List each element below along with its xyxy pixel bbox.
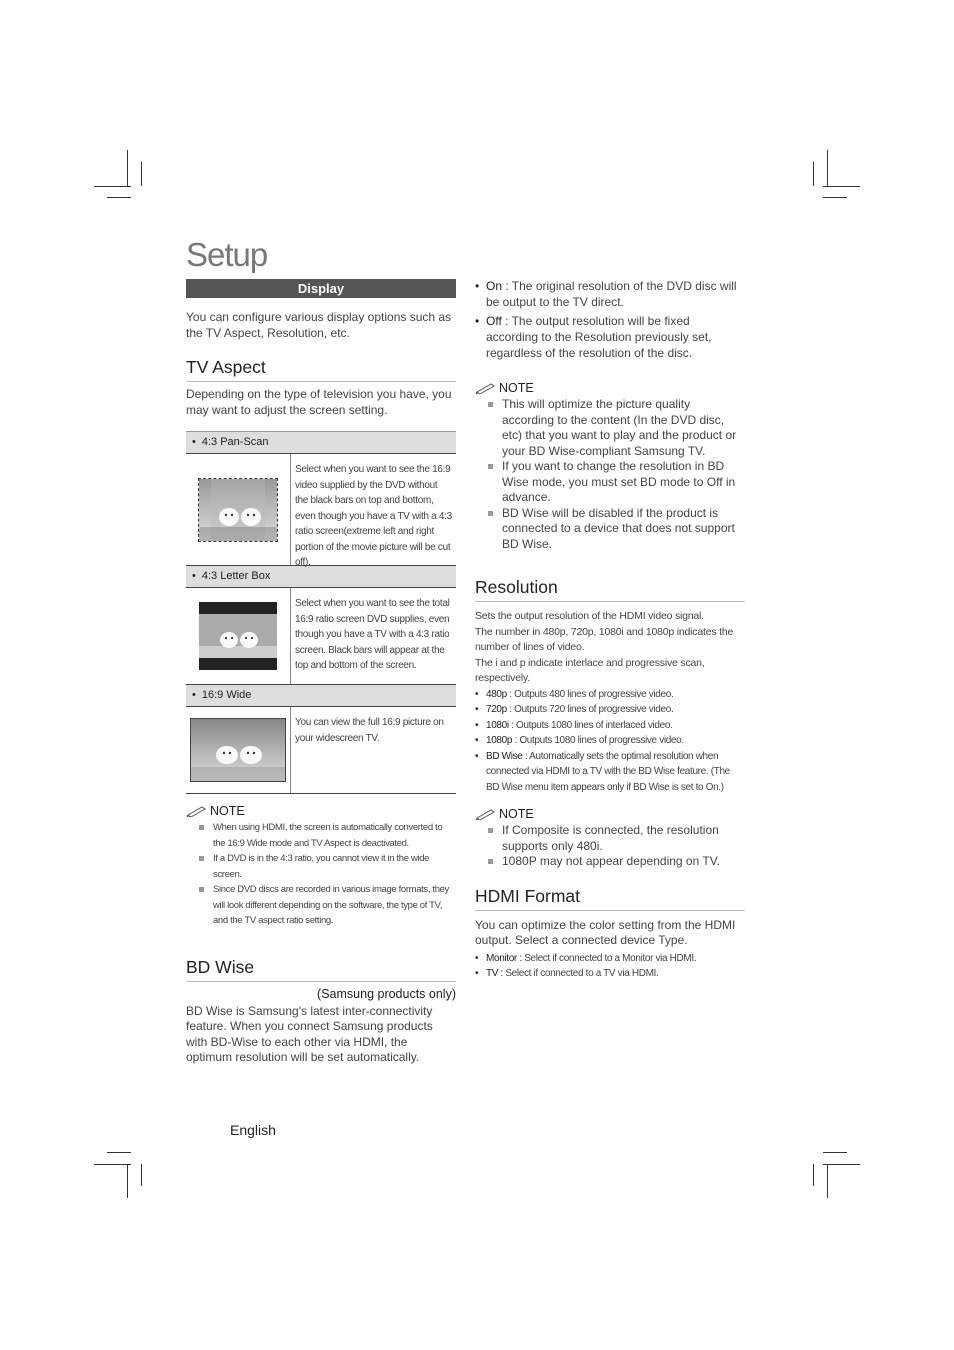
- crop-mark: [813, 162, 814, 186]
- crop-mark: [813, 1164, 814, 1186]
- right-column: [475, 278, 745, 982]
- aspect-option-row: [186, 454, 456, 566]
- crop-mark: [823, 1152, 847, 1153]
- bd-wise-notes: [475, 397, 745, 552]
- bd-wise-off-item: [475, 313, 745, 361]
- bd-wise-subtitle: (Samsung products only): [317, 986, 456, 1001]
- aspect-option-label: 16:9 Wide: [201, 689, 252, 701]
- page-title: Setup: [186, 236, 268, 273]
- resolution-heading: Resolution: [475, 577, 745, 602]
- bd-wise-options: [475, 278, 745, 361]
- letter-box-puppy-image: [199, 602, 277, 670]
- note-item: If Composite is connected, the resolution supports only 480i.: [475, 823, 745, 854]
- pan-scan-puppy-image: [198, 478, 278, 542]
- aspect-option-header: • 16:9 Wide: [186, 685, 456, 707]
- hdmi-format-option: • Monitor : Select if connected to a Monitor via HDMI.: [475, 951, 745, 967]
- note-item: If a DVD is in the 4:3 ratio, you cannot view it in the wide screen.: [186, 851, 456, 882]
- aspect-option-row: [186, 588, 456, 685]
- aspect-option-description: Select when you want to see the 16:9 video supplied by the DVD without the black bars on top and bottom, even though you have a TV with a 4:3 ratio screen(extreme left and right portion of the movie picture will be cut off).: [295, 464, 452, 568]
- crop-mark: [94, 1164, 131, 1165]
- tv-aspect-intro: Depending on the type of television you have, you may want to adjust the screen setting.: [186, 387, 452, 417]
- page-footer-language: English: [230, 1122, 276, 1138]
- left-column: [186, 279, 456, 1066]
- pan-scan-image-cell: [186, 454, 291, 565]
- resolution-intro-line: Sets the output resolution of the HDMI video signal.: [475, 610, 704, 622]
- crop-mark: [141, 162, 142, 186]
- crop-mark: [823, 186, 860, 187]
- bd-wise-off-term: Off: [486, 314, 502, 328]
- wide-image-cell: [186, 707, 291, 793]
- aspect-option-label: 4:3 Pan-Scan: [201, 436, 269, 448]
- bd-wise-on-term: On: [486, 279, 503, 293]
- pencil-icon: [186, 805, 208, 817]
- note-item: When using HDMI, the screen is automatically converted to the 16:9 Wide mode and TV Aspect is deactivated.: [186, 820, 456, 851]
- note-item: 1080P may not appear depending on TV.: [475, 854, 745, 870]
- aspect-option-header: • 4:3 Letter Box: [186, 566, 456, 588]
- bd-wise-on-item: [475, 278, 745, 310]
- resolution-option: • 720p : Outputs 720 lines of progressive video.: [475, 702, 745, 718]
- resolution-option: • 1080i : Outputs 1080 lines of interlaced video.: [475, 718, 745, 734]
- aspect-option-header: • 4:3 Pan-Scan: [186, 432, 456, 454]
- crop-mark: [107, 1152, 131, 1153]
- bd-wise-heading: BD Wise: [186, 957, 456, 982]
- crop-mark: [827, 1164, 828, 1198]
- pencil-icon: [475, 382, 497, 394]
- crop-mark: [127, 150, 128, 186]
- note-item: This will optimize the picture quality according to the content (In the DVD disc, etc) that you want to play and the product or your BD Wise-compliant Samsung TV.: [475, 397, 745, 459]
- display-intro: You can configure various display options such as the TV Aspect, Resolution, etc.: [186, 310, 452, 340]
- aspect-option-description: Select when you want to see the total 16:9 ratio screen DVD supplies, even though you have a TV with a 4:3 ratio screen. Black bars will appear at the top and bottom of the screen.: [295, 598, 450, 671]
- tv-aspect-note-title: [186, 804, 456, 818]
- hdmi-format-intro: You can optimize the color setting from the HDMI output. Select a connected device Type.: [475, 917, 736, 947]
- crop-mark: [823, 1164, 860, 1165]
- bd-wise-note-title: [475, 381, 745, 395]
- resolution-option: • 1080p : Outputs 1080 lines of progressive video.: [475, 733, 745, 749]
- resolution-option: • BD Wise : Automatically sets the optimal resolution when connected via HDMI to a TV with the BD Wise feature. (The BD Wise menu item appears only if BD Wise is set to On.): [475, 749, 745, 796]
- tv-aspect-notes: [186, 820, 456, 929]
- note-item: If you want to change the resolution in BD Wise mode, you must set BD mode to Off in advance.: [475, 459, 745, 506]
- crop-mark: [94, 186, 131, 187]
- note-label: NOTE: [210, 804, 245, 818]
- hdmi-format-heading: HDMI Format: [475, 886, 745, 911]
- aspect-option-label: 4:3 Letter Box: [201, 570, 271, 582]
- display-section-bar: Display: [186, 279, 456, 298]
- tv-aspect-table: [186, 431, 456, 794]
- bd-wise-text: BD Wise is Samsung's latest inter-connectivity feature. When you connect Samsung products with BD-Wise to each other via HDMI, the optimum resolution will be set automatically.: [186, 1003, 433, 1064]
- aspect-option-row: [186, 707, 456, 794]
- note-label: NOTE: [499, 807, 534, 821]
- aspect-option-description: You can view the full 16:9 picture on your widescreen TV.: [295, 717, 444, 744]
- wide-puppy-image: [190, 718, 286, 782]
- crop-mark: [827, 150, 828, 186]
- note-label: NOTE: [499, 381, 534, 395]
- hdmi-format-option: • TV : Select if connected to a TV via HDMI.: [475, 966, 745, 982]
- resolution-intro: [475, 609, 745, 687]
- hdmi-format-options: [475, 951, 745, 982]
- crop-mark: [127, 1164, 128, 1198]
- pencil-icon: [475, 808, 497, 820]
- tv-aspect-heading: TV Aspect: [186, 357, 456, 382]
- crop-mark: [107, 197, 131, 198]
- bd-wise-on-text: : The original resolution of the DVD disc will be output to the TV direct.: [486, 279, 737, 309]
- resolution-options: [475, 687, 745, 796]
- note-item: Since DVD discs are recorded in various image formats, they will look different depending on the software, the type of TV, and the TV aspect ratio setting.: [186, 882, 456, 929]
- crop-mark: [823, 197, 847, 198]
- resolution-intro-line: The i and p indicate interlace and progressive scan, respectively.: [475, 656, 705, 684]
- resolution-option: • 480p : Outputs 480 lines of progressive video.: [475, 687, 745, 703]
- note-item: BD Wise will be disabled if the product is connected to a device that does not support BD Wise.: [475, 506, 745, 553]
- letter-box-image-cell: [186, 588, 291, 684]
- bd-wise-off-text: : The output resolution will be fixed according to the Resolution previously set, regardless of the resolution of the disc.: [486, 314, 712, 360]
- resolution-notes: [475, 823, 745, 870]
- resolution-note-title: [475, 807, 745, 821]
- crop-mark: [141, 1164, 142, 1186]
- resolution-intro-line: The number in 480p, 720p, 1080i and 1080p indicates the number of lines of video.: [475, 625, 734, 653]
